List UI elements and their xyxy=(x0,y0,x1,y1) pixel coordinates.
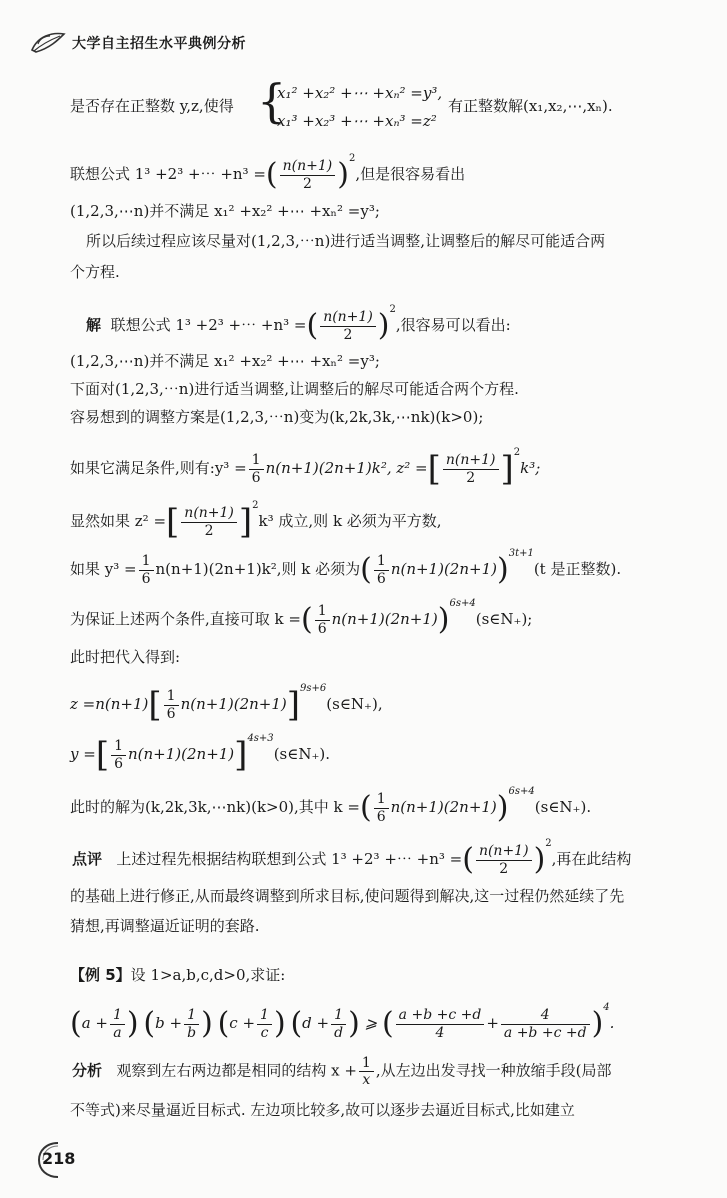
denominator: 2 xyxy=(343,326,353,343)
denominator: c xyxy=(260,1024,269,1041)
denominator: x xyxy=(362,1072,371,1089)
denominator: a +b +c +d xyxy=(503,1024,587,1041)
fraction xyxy=(111,738,126,771)
text-segment: n(n+1)(2n+1)k², z² = xyxy=(265,459,428,477)
inequality-line: (a + $\frac{1}{a}$ ) (b + $\frac{1}{b}$ ) (c + $\frac{1}{c}$ ) (d + $\frac{1}{d}$ ) ⩾ ( $\frac{a +b +c +d}{4}$ + $\frac{4}{a +b +c +d}$ )$^4$. xyxy=(70,1002,615,1041)
text-line xyxy=(86,304,511,343)
text-segment: . xyxy=(609,1014,615,1032)
text-segment: (s∈N₊), xyxy=(326,695,383,713)
exponent: 6s+4 xyxy=(508,786,535,797)
text-line xyxy=(70,598,532,637)
analysis-label: 分析 xyxy=(72,1061,103,1080)
bracket: ] xyxy=(500,449,514,489)
paren: ( xyxy=(462,842,474,877)
text-line xyxy=(70,786,591,825)
denominator: 6 xyxy=(166,705,176,722)
text-segment: (s∈N₊). xyxy=(273,745,331,763)
text-line xyxy=(72,838,631,877)
fraction xyxy=(249,452,264,485)
text-line: 此时把代入得到: xyxy=(70,648,181,666)
text-segment: 有正整数解(x₁,x₂,⋯,xₙ). xyxy=(448,97,613,115)
text-line xyxy=(70,500,442,542)
text-line: 的基础上进行修正,从而最终调整到所求目标,使问题得到解决,这一过程仍然延续了先 xyxy=(70,887,625,905)
text-segment: ,再在此结构 xyxy=(551,850,632,868)
numerator: 1 xyxy=(359,1055,374,1072)
denominator: 6 xyxy=(376,570,386,587)
text-segment: 设 1>a,b,c,d>0,求证: xyxy=(130,966,286,984)
text-line: 所以后续过程应该尽量对(1,2,3,⋯n)进行适当调整,让调整后的解尽可能适合两 xyxy=(86,232,606,250)
paren: ( xyxy=(360,552,372,587)
bracket: ] xyxy=(286,685,301,725)
term: c + xyxy=(229,1014,256,1032)
text-line xyxy=(72,1055,611,1088)
fraction xyxy=(396,1007,485,1040)
numerator: 1 xyxy=(184,1007,199,1024)
page-number: 218 xyxy=(42,1149,76,1168)
fraction xyxy=(181,505,237,538)
numerator: n(n+1) xyxy=(280,158,336,175)
text-segment: k³ 成立,则 k 必须为平方数, xyxy=(258,512,442,530)
bracket: [ xyxy=(95,735,110,775)
text-segment: ,很容易可以看出: xyxy=(395,316,511,334)
text-segment: n(n+1)(2n+1) xyxy=(128,745,235,763)
text-line: 个方程. xyxy=(70,263,120,281)
numerator: 1 xyxy=(374,553,389,570)
numerator: 1 xyxy=(374,791,389,808)
denominator: 6 xyxy=(114,755,123,772)
text-line: 猜想,再调整逼近证明的套路. xyxy=(70,917,260,935)
denominator: 2 xyxy=(499,860,509,877)
geq-sign: ⩾ xyxy=(364,1014,378,1032)
exponent: 9s+6 xyxy=(300,683,327,694)
text-line xyxy=(70,683,383,725)
exponent: 3t+1 xyxy=(508,548,534,559)
term: d + xyxy=(302,1014,330,1032)
text-line xyxy=(70,966,285,984)
numerator: 1 xyxy=(139,553,154,570)
brace-icon: { xyxy=(257,74,287,128)
text-segment: k³; xyxy=(520,459,541,477)
term: a + xyxy=(81,1014,108,1032)
exponent: 2 xyxy=(389,304,396,315)
paren: ( xyxy=(217,1006,230,1041)
denominator: 2 xyxy=(204,522,214,539)
text-line xyxy=(70,733,331,775)
term: b + xyxy=(155,1014,183,1032)
fraction xyxy=(501,1007,590,1040)
fraction xyxy=(320,309,376,342)
paren: ) xyxy=(273,1006,286,1041)
header-title: 大学自主招生水平典例分析 xyxy=(72,36,246,52)
numerator: a +b +c +d xyxy=(396,1007,485,1024)
text-segment: n(n+1)(2n+1)k²,则 k 必须为 xyxy=(155,560,361,578)
denominator: a xyxy=(113,1024,122,1041)
fraction xyxy=(280,158,336,191)
paren: ) xyxy=(337,157,349,192)
exponent: 2 xyxy=(513,447,521,458)
text-segment: (t 是正整数). xyxy=(533,560,622,578)
denominator: d xyxy=(334,1024,344,1041)
fraction xyxy=(476,843,532,876)
denominator: 6 xyxy=(317,620,327,637)
leaf-logo-icon xyxy=(28,30,68,56)
text-segment: 是否存在正整数 y,z,使得 xyxy=(70,97,234,115)
text-line: 不等式)来尽量逼近目标式. 左边项比较多,故可以逐步去逼近目标式,比如建立 xyxy=(70,1101,575,1119)
text-segment: 联想公式 1³ +2³ +⋯ +n³ = xyxy=(110,316,307,334)
numerator: 1 xyxy=(315,603,330,620)
bracket: [ xyxy=(166,502,180,542)
page-number-badge xyxy=(36,1140,80,1180)
text-line: (1,2,3,⋯n)并不满足 x₁² +x₂² +⋯ +xₙ² =y³; xyxy=(70,352,380,370)
fraction xyxy=(331,1007,346,1040)
denominator: 2 xyxy=(466,469,476,486)
paren: ( xyxy=(300,602,313,637)
text-segment: 如果它满足条件,则有:y³ = xyxy=(70,459,247,477)
text-segment: 为保证上述两个条件,直接可取 k = xyxy=(70,610,301,628)
numerator: 1 xyxy=(331,1007,346,1024)
example-label: 【例 5】 xyxy=(70,966,131,984)
paren: ) xyxy=(496,552,509,587)
exponent: 2 xyxy=(348,153,356,164)
numerator: 1 xyxy=(111,738,126,755)
text-segment: ,从左边出发寻找一种放缩手段(局部 xyxy=(375,1061,612,1080)
text-segment: n(n+1)(2n+1) xyxy=(331,610,438,628)
equation-line: x₁² +x₂² +⋯ +xₙ² =y³, xyxy=(277,84,443,102)
paren: ( xyxy=(306,308,319,343)
numerator: 1 xyxy=(249,452,264,469)
text-line xyxy=(70,153,465,192)
paren: ) xyxy=(377,308,390,343)
text-line xyxy=(70,548,621,587)
paren: ( xyxy=(143,1006,156,1041)
numerator: n(n+1) xyxy=(320,309,376,326)
text-line: 容易想到的调整方案是(1,2,3,⋯n)变为(k,2k,3k,⋯nk)(k>0); xyxy=(70,408,484,426)
numerator: n(n+1) xyxy=(181,505,237,522)
numerator: 1 xyxy=(257,1007,272,1024)
comment-label: 点评 xyxy=(72,850,103,868)
paren: ) xyxy=(591,1006,604,1041)
text-segment: n(n+1)(2n+1) xyxy=(390,798,497,816)
numerator: n(n+1) xyxy=(443,452,499,469)
fraction xyxy=(359,1055,374,1088)
text-segment: z =n(n+1) xyxy=(70,695,149,713)
paren: ) xyxy=(533,842,546,877)
equation-line: x₁³ +x₂³ +⋯ +xₙ³ =z² xyxy=(277,112,437,130)
paren: ( xyxy=(265,157,278,192)
exponent: 6s+4 xyxy=(449,598,476,609)
denominator: 4 xyxy=(435,1024,445,1041)
text-line xyxy=(70,97,234,115)
denominator: b xyxy=(187,1024,197,1041)
fraction xyxy=(374,553,389,586)
fraction xyxy=(374,791,389,824)
fraction xyxy=(164,688,179,721)
text-segment: (s∈N₊); xyxy=(475,610,533,628)
paren: ) xyxy=(348,1006,360,1041)
solution-label: 解 xyxy=(86,316,102,334)
numerator: 1 xyxy=(164,688,179,705)
text-line xyxy=(70,447,541,489)
page-header xyxy=(28,28,246,58)
exponent: 2 xyxy=(252,500,259,511)
text-segment: n(n+1)(2n+1) xyxy=(180,695,287,713)
text-segment: y = xyxy=(70,745,96,763)
fraction xyxy=(184,1007,199,1040)
paren: ( xyxy=(70,1006,82,1041)
text-segment: 此时的解为(k,2k,3k,⋯nk)(k>0),其中 k = xyxy=(70,798,360,816)
bracket: ] xyxy=(238,502,253,542)
text-segment: 联想公式 1³ +2³ +⋯ +n³ = xyxy=(70,165,266,183)
paren: ) xyxy=(126,1006,139,1041)
text-segment: 上述过程先根据结构联想到公式 1³ +2³ +⋯ +n³ = xyxy=(116,850,463,868)
text-segment: ,但是很容易看出 xyxy=(355,165,466,183)
numerator: 4 xyxy=(501,1007,590,1024)
paren: ( xyxy=(381,1006,394,1041)
text-segment: 显然如果 z² = xyxy=(70,512,167,530)
paren: ) xyxy=(201,1006,213,1041)
paren: ( xyxy=(290,1006,303,1041)
text-line: (1,2,3,⋯n)并不满足 x₁² +x₂² +⋯ +xₙ² =y³; xyxy=(70,202,380,220)
bracket: [ xyxy=(427,449,441,489)
exponent: 4s+3 xyxy=(247,733,274,744)
bracket: ] xyxy=(234,735,248,775)
fraction xyxy=(139,553,154,586)
fraction xyxy=(257,1007,272,1040)
numerator: 1 xyxy=(110,1007,125,1024)
denominator: 6 xyxy=(251,469,261,486)
numerator: n(n+1) xyxy=(476,843,532,860)
fraction xyxy=(315,603,330,636)
paren: ) xyxy=(437,602,450,637)
fraction xyxy=(110,1007,125,1040)
exponent: 2 xyxy=(545,838,552,849)
denominator: 6 xyxy=(376,808,386,825)
denominator: 6 xyxy=(141,570,151,587)
text-line: 下面对(1,2,3,⋯n)进行适当调整,让调整后的解尽可能适合两个方程. xyxy=(70,380,519,398)
paren: ) xyxy=(496,790,509,825)
denominator: 2 xyxy=(302,175,312,192)
text-segment: 如果 y³ = xyxy=(70,560,137,578)
text-segment: 观察到左右两边都是相同的结构 x + xyxy=(116,1061,357,1080)
fraction xyxy=(443,452,499,485)
bracket: [ xyxy=(148,685,162,725)
exponent: 4 xyxy=(603,1002,610,1013)
text-segment: n(n+1)(2n+1) xyxy=(390,560,497,578)
paren: ( xyxy=(359,790,372,825)
text-segment: (s∈N₊). xyxy=(534,798,592,816)
